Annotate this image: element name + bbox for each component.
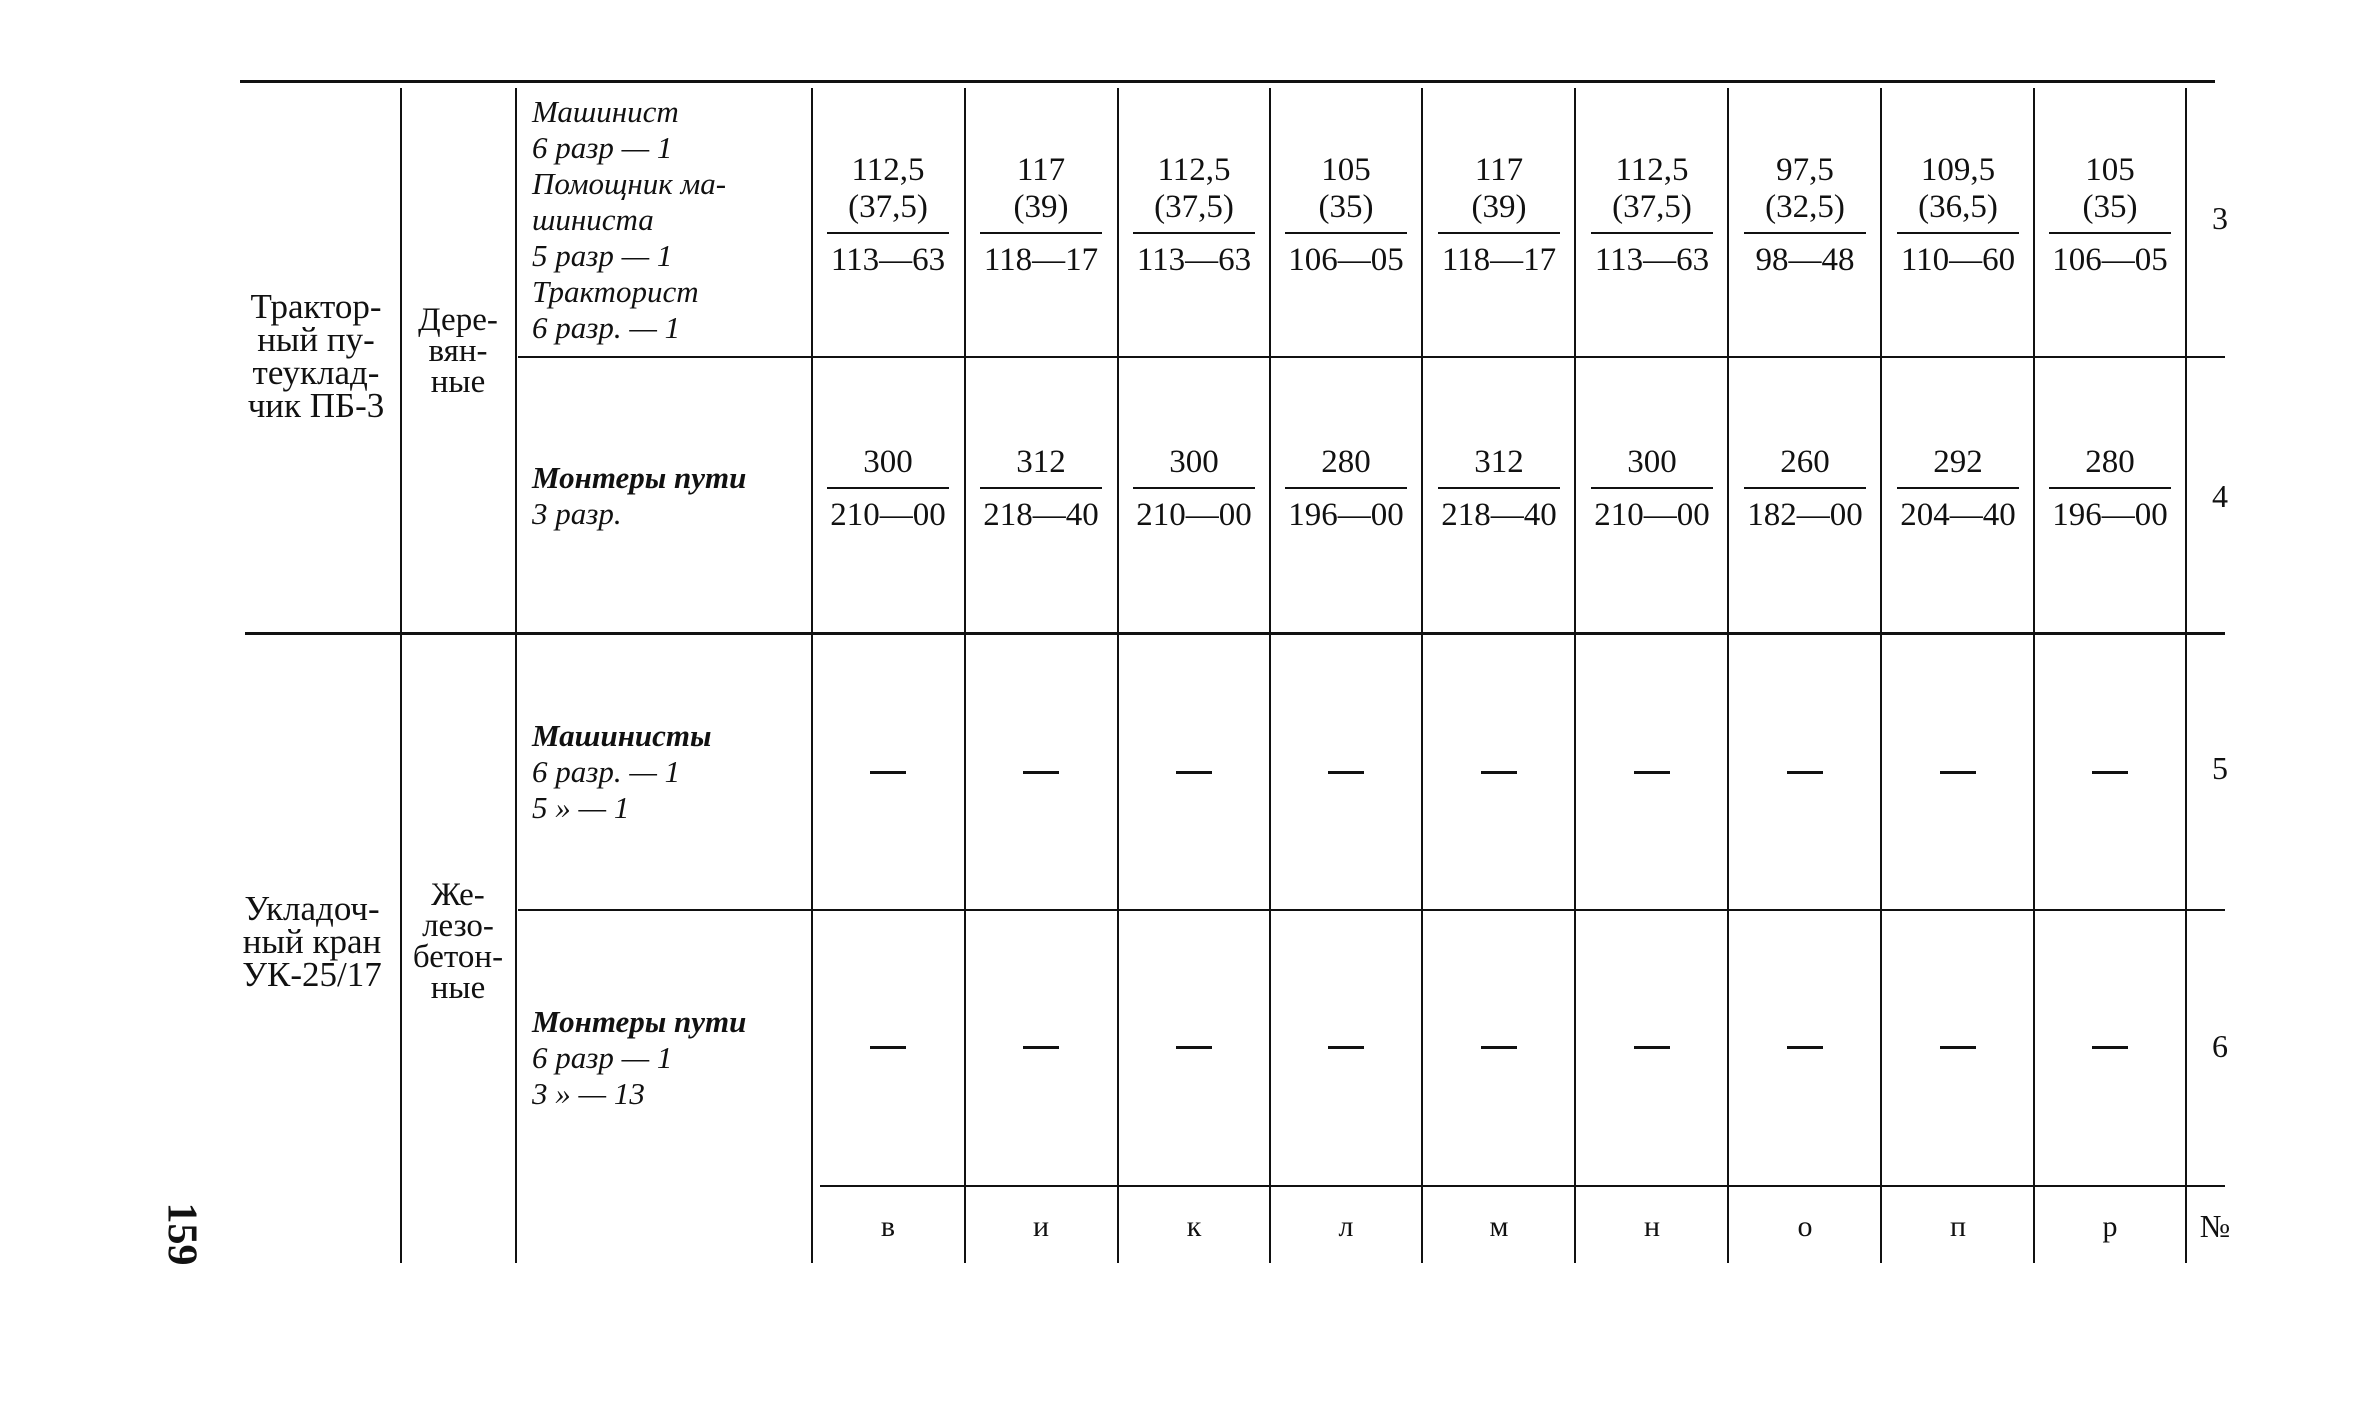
fraction-bar	[1133, 487, 1255, 489]
material-label-wooden: Дере- вян- ные	[418, 302, 498, 400]
value-numerator: 105 (35)	[1318, 152, 1374, 225]
value-denominator: 204—40	[1900, 497, 2016, 533]
value-numerator: 280	[1321, 444, 1371, 480]
fraction-bar	[1744, 232, 1866, 234]
empty-value-dash	[870, 1046, 906, 1049]
empty-value-dash	[1634, 1046, 1670, 1049]
fraction-bar	[1285, 487, 1407, 489]
value-denominator: 210—00	[830, 497, 946, 533]
empty-value-dash	[1481, 1046, 1517, 1049]
fraction-bar	[2049, 232, 2171, 234]
value-numerator: 260	[1780, 444, 1830, 480]
column-rule-p-r	[2033, 88, 2035, 1263]
crew-line: Машинист	[532, 94, 679, 129]
fraction-bar	[1744, 487, 1866, 489]
fraction-bar	[980, 232, 1102, 234]
column-letter: в	[880, 1210, 896, 1243]
column-letter: л	[1338, 1210, 1354, 1243]
row-3-4-divider	[518, 356, 2225, 358]
fraction-bar	[2049, 487, 2171, 489]
material-label-concrete: Же- лезо- бетон- ные	[412, 877, 504, 1006]
fraction-bar	[1591, 232, 1713, 234]
row-number-3: 3	[2212, 200, 2228, 236]
value-denominator: 210—00	[1594, 497, 1710, 533]
value-numerator: 300	[1169, 444, 1219, 480]
empty-value-dash	[1023, 1046, 1059, 1049]
crew-column-rule	[811, 88, 813, 1263]
fraction-bar	[827, 232, 949, 234]
value-numerator: 300	[1627, 444, 1677, 480]
value-numerator: 292	[1933, 444, 1983, 480]
empty-value-dash	[1176, 771, 1212, 774]
value-cell	[1281, 444, 1411, 533]
fraction-bar	[1438, 487, 1560, 489]
row-number-4: 4	[2212, 478, 2228, 514]
value-denominator: 113—63	[830, 242, 946, 278]
machine-column-rule	[400, 88, 402, 1263]
fraction-bar	[1897, 487, 2019, 489]
empty-value-dash	[1328, 1046, 1364, 1049]
group-divider	[245, 632, 2225, 635]
empty-value-dash	[1787, 771, 1823, 774]
value-numerator: 117 (39)	[1013, 152, 1069, 225]
crew-line: 6 разр — 1	[532, 1040, 673, 1075]
empty-value-dash	[2092, 771, 2128, 774]
value-denominator: 118—17	[1441, 242, 1557, 278]
value-cell	[1587, 444, 1717, 533]
fraction-bar	[1897, 232, 2019, 234]
fraction-bar	[827, 487, 949, 489]
number-column-rule	[2185, 88, 2187, 1263]
value-numerator: 105 (35)	[2082, 152, 2138, 225]
empty-value-dash	[1176, 1046, 1212, 1049]
value-cell	[2045, 444, 2175, 533]
value-denominator: 113—63	[1594, 242, 1710, 278]
value-denominator: 196—00	[1288, 497, 1404, 533]
crew-line: Помощник ма-	[532, 166, 727, 201]
value-denominator: 106—05	[1288, 242, 1404, 278]
column-rule-v-i	[964, 88, 966, 1263]
value-denominator: 113—63	[1136, 242, 1252, 278]
value-cell	[1893, 444, 2023, 533]
empty-value-dash	[1940, 771, 1976, 774]
row-5-6-divider	[518, 909, 2225, 911]
value-cell	[1434, 444, 1564, 533]
value-numerator: 112,5 (37,5)	[1612, 152, 1692, 225]
crew-line: 6 разр. — 1	[532, 310, 681, 345]
value-denominator: 118—17	[983, 242, 1099, 278]
crew-line: 6 разр. — 1	[532, 754, 681, 789]
value-numerator: 97,5 (32,5)	[1765, 152, 1845, 225]
column-letter: и	[1032, 1210, 1050, 1243]
column-rule-o-p	[1880, 88, 1882, 1263]
value-numerator: 312	[1474, 444, 1524, 480]
value-denominator: 218—40	[1441, 497, 1557, 533]
fraction-bar	[1438, 232, 1560, 234]
value-cell	[1281, 152, 1411, 278]
column-rule-m-n	[1574, 88, 1576, 1263]
column-letter: р	[2102, 1210, 2118, 1243]
value-cell	[2045, 152, 2175, 278]
column-letter: п	[1949, 1210, 1967, 1243]
value-cell	[823, 444, 953, 533]
value-cell	[976, 152, 1106, 278]
value-cell	[1740, 152, 1870, 278]
crew-line: Монтеры пути	[532, 460, 747, 495]
crew-line: Машинисты	[532, 718, 712, 753]
value-cell	[976, 444, 1106, 533]
column-rule-n-o	[1727, 88, 1729, 1263]
empty-value-dash	[1328, 771, 1364, 774]
fraction-bar	[1133, 232, 1255, 234]
value-cell	[823, 152, 953, 278]
crew-line: 5 разр — 1	[532, 238, 673, 273]
row-number-5: 5	[2212, 750, 2228, 786]
column-rule-i-k	[1117, 88, 1119, 1263]
fraction-bar	[980, 487, 1102, 489]
value-cell	[1129, 152, 1259, 278]
crew-row-6	[532, 1004, 746, 1112]
value-cell	[1434, 152, 1564, 278]
value-denominator: 106—05	[2052, 242, 2168, 278]
value-cell	[1129, 444, 1259, 533]
value-numerator: 109,5 (36,5)	[1918, 152, 1998, 225]
crew-line: шиниста	[532, 202, 654, 237]
value-denominator: 98—48	[1755, 242, 1855, 278]
empty-value-dash	[1940, 1046, 1976, 1049]
row-number-6: 6	[2212, 1028, 2228, 1064]
value-denominator: 196—00	[2052, 497, 2168, 533]
table-top-rule	[240, 80, 2215, 83]
crew-row-5	[532, 718, 712, 826]
crew-line: 6 разр — 1	[532, 130, 673, 165]
machine-label-uk2517: Укладоч- ный кран УК-25/17	[242, 889, 382, 994]
empty-value-dash	[1787, 1046, 1823, 1049]
value-denominator: 210—00	[1136, 497, 1252, 533]
empty-value-dash	[1481, 771, 1517, 774]
crew-row-3	[532, 94, 726, 346]
value-cell	[1587, 152, 1717, 278]
empty-value-dash	[1023, 771, 1059, 774]
value-denominator: 218—40	[983, 497, 1099, 533]
empty-value-dash	[2092, 1046, 2128, 1049]
page-number: 159	[158, 1202, 205, 1266]
column-letter: м	[1489, 1210, 1509, 1243]
value-numerator: 300	[863, 444, 913, 480]
letters-header-rule	[820, 1185, 2225, 1187]
value-numerator: 280	[2085, 444, 2135, 480]
value-denominator: 182—00	[1747, 497, 1863, 533]
column-letter: н	[1643, 1210, 1661, 1243]
value-numerator: 112,5 (37,5)	[1154, 152, 1234, 225]
value-numerator: 312	[1016, 444, 1066, 480]
value-numerator: 117 (39)	[1471, 152, 1527, 225]
fraction-bar	[1591, 487, 1713, 489]
column-letter: о	[1797, 1210, 1813, 1243]
crew-line: 5 » — 1	[532, 790, 630, 825]
crew-row-4	[532, 460, 746, 532]
machine-label-pb3: Трактор- ный пу- теуклад- чик ПБ-3	[247, 287, 385, 425]
value-denominator: 110—60	[1900, 242, 2016, 278]
fraction-bar	[1285, 232, 1407, 234]
column-rule-l-m	[1421, 88, 1423, 1263]
crew-line: Тракторист	[532, 274, 699, 309]
value-cell	[1893, 152, 2023, 278]
number-column-header: №	[2199, 1208, 2231, 1244]
column-rule-k-l	[1269, 88, 1271, 1263]
empty-value-dash	[870, 771, 906, 774]
crew-line: Монтеры пути	[532, 1004, 747, 1039]
column-letter: к	[1186, 1210, 1202, 1243]
empty-value-dash	[1634, 771, 1670, 774]
material-column-rule	[515, 88, 517, 1263]
crew-line: 3 » — 13	[532, 1076, 645, 1111]
value-cell	[1740, 444, 1870, 533]
crew-line: 3 разр.	[532, 496, 622, 531]
value-numerator: 112,5 (37,5)	[848, 152, 928, 225]
